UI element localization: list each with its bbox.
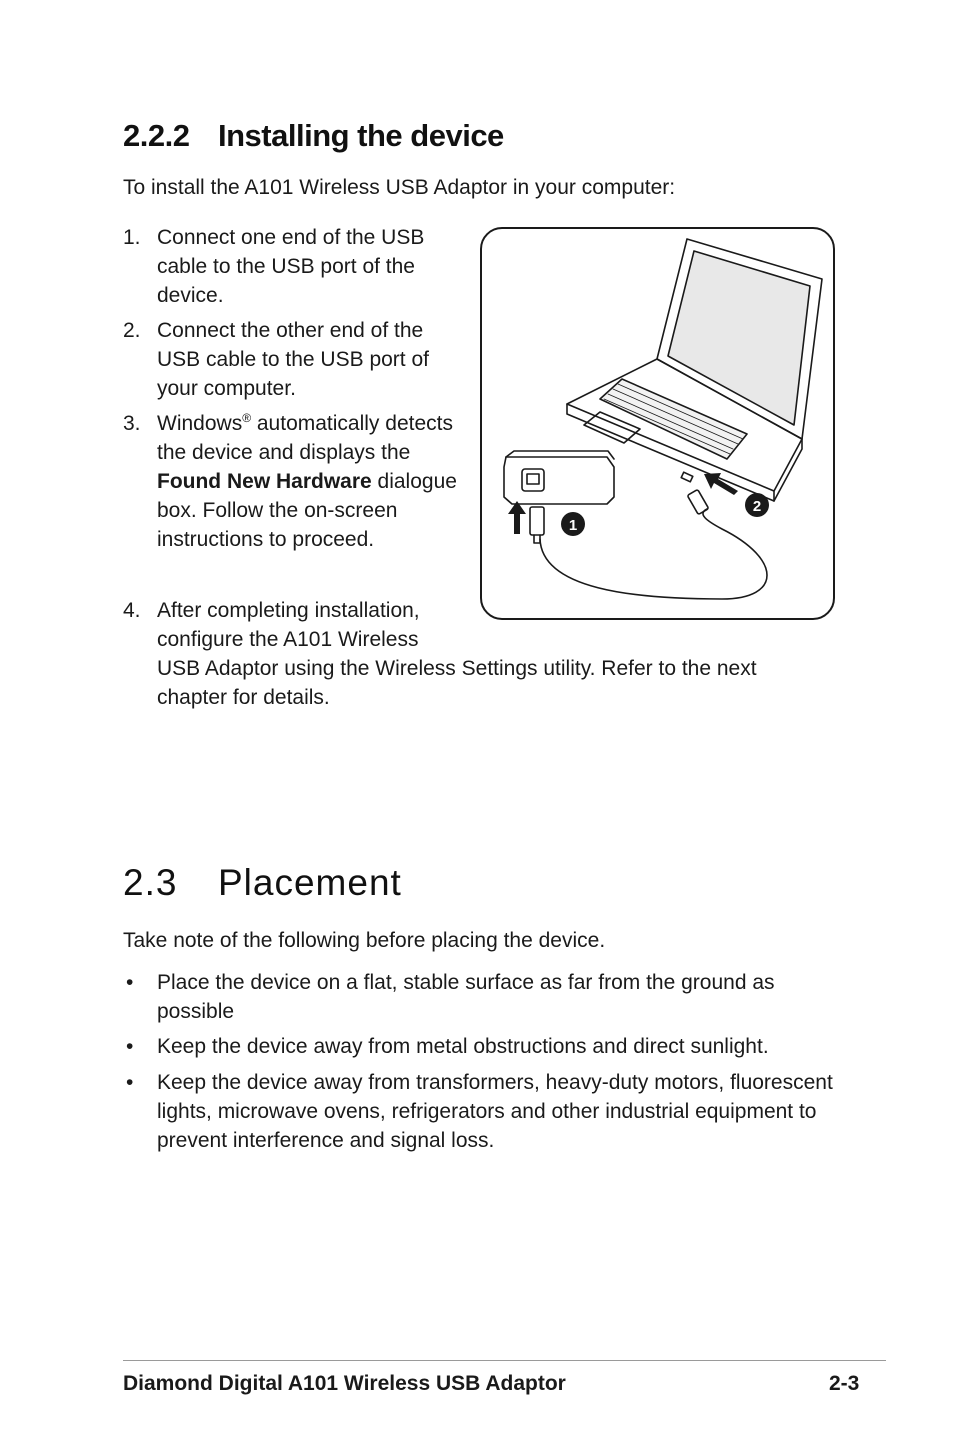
- bullet-item: [123, 1068, 843, 1155]
- laptop-usb-drawing: [482, 229, 837, 622]
- bullet-item: [123, 1032, 843, 1061]
- step-3: [123, 409, 468, 554]
- bullet-marker: •: [126, 971, 134, 994]
- step-text: [157, 409, 468, 554]
- step-text-continued: USB Adaptor using the Wireless Settings utility. Refer to the next chapter for details.: [157, 657, 757, 709]
- placement-intro: Take note of the following before placing the device.: [123, 929, 606, 952]
- section-number: 2.2.2: [123, 118, 190, 153]
- usb-plug-b: [530, 507, 544, 535]
- step-text: Connect one end of the USB cable to the USB port of the device.: [157, 226, 425, 307]
- install-intro: To install the A101 Wireless USB Adaptor in your computer:: [123, 176, 676, 199]
- section-title: Installing the device: [218, 118, 504, 153]
- windows-text: Windows: [157, 412, 243, 435]
- found-new-hardware-label: Found New Hardware: [157, 470, 372, 493]
- step-text-part: dialogue box. Follow the on-screen instructions to proceed.: [157, 470, 457, 551]
- bullet-marker: •: [126, 1071, 134, 1094]
- callout-2-label: 2: [752, 498, 762, 515]
- step-text-part: automatically detects the device and displays the: [157, 412, 453, 464]
- bullet-text: Keep the device away from metal obstructions and direct sunlight.: [157, 1035, 769, 1058]
- footer-product-name: Diamond Digital A101 Wireless USB Adaptor: [123, 1372, 566, 1395]
- bullet-item: [123, 968, 843, 1026]
- usb-device: [504, 457, 614, 504]
- step-text: Connect the other end of the USB cable to the USB port of your computer.: [157, 319, 429, 400]
- section-heading-installing: [123, 118, 504, 154]
- bullet-text: Keep the device away from transformers, heavy-duty motors, fluorescent lights, microwave ovens, refrigerators and other industrial equipment to prevent interference and signal loss.: [157, 1071, 833, 1152]
- callout-1-label: 1: [568, 517, 578, 534]
- step-1: [123, 223, 468, 310]
- step-number: 2.: [123, 319, 141, 342]
- step-2: [123, 316, 468, 403]
- bullet-marker: •: [126, 1035, 134, 1058]
- section-heading-placement: [123, 862, 402, 904]
- step-number: 4.: [123, 599, 141, 622]
- section-number: 2.3: [123, 862, 178, 903]
- arrow-up-icon: [508, 501, 526, 534]
- section-title: Placement: [218, 862, 402, 903]
- step-number: 1.: [123, 226, 141, 249]
- laptop-keyboard: [600, 379, 747, 459]
- laptop-touchpad: [584, 412, 640, 443]
- registered-mark: ®: [242, 411, 252, 425]
- installation-illustration: [480, 227, 835, 620]
- bullet-text: Place the device on a flat, stable surface as far from the ground as possible: [157, 971, 775, 1023]
- step-number: 3.: [123, 412, 141, 435]
- step-text: After completing installation, configure the A101 Wireless: [157, 599, 420, 651]
- laptop-display: [668, 251, 810, 425]
- footer-divider: [123, 1360, 886, 1361]
- usb-plug-a: [687, 489, 708, 514]
- footer-page-number: 2-3: [829, 1372, 860, 1395]
